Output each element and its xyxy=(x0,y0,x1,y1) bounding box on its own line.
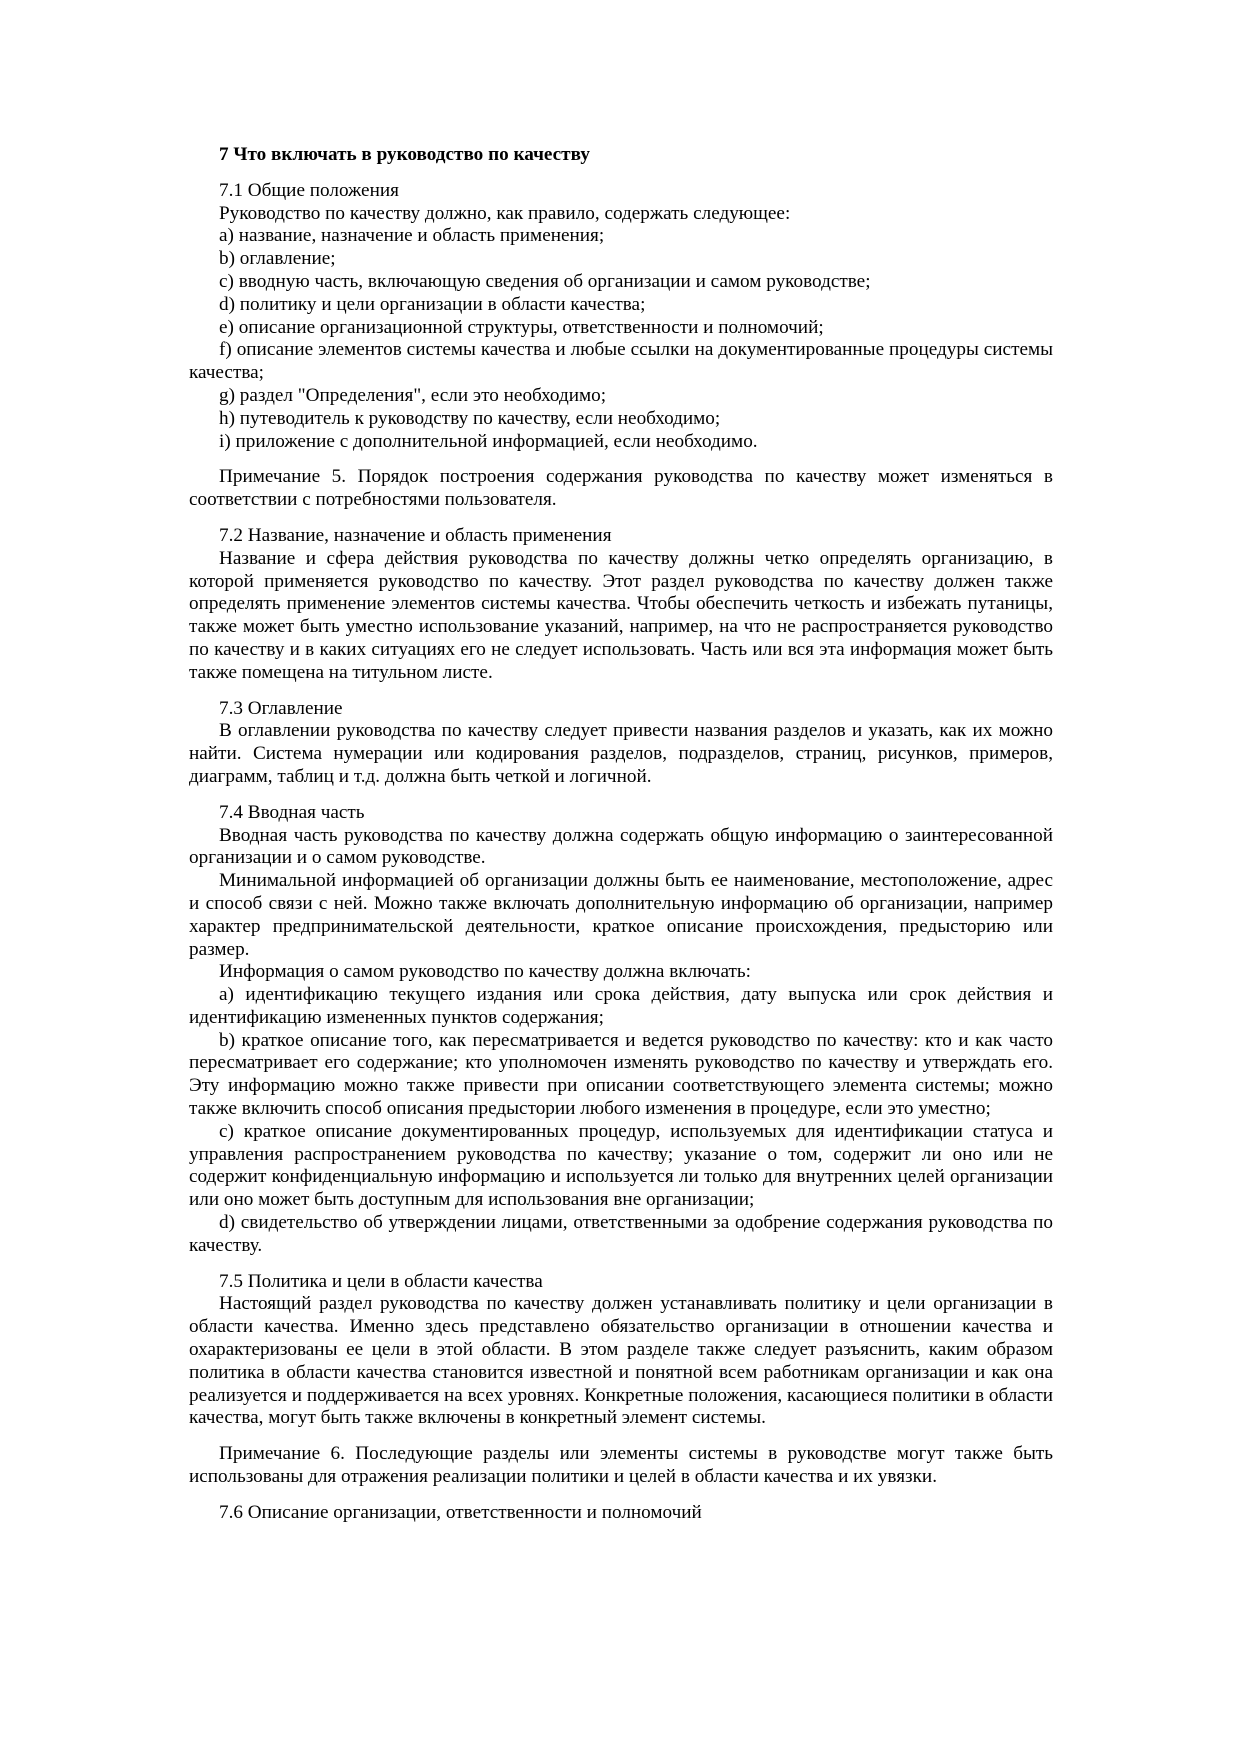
list-item: a) название, назначение и область применения; xyxy=(219,225,605,247)
list-item: i) приложение с дополнительной информацией, если необходимо. xyxy=(219,430,758,452)
list-item: b) оглавление; xyxy=(219,248,336,270)
list-item: h) путеводитель к руководству по качеству, если необходимо; xyxy=(219,407,721,429)
section-heading-7-5: 7.5 Политика и цели в области качества xyxy=(219,1270,543,1292)
list-item: a) идентификацию текущего издания или срока действия, дату выпуска или срок действия и идентификацию измененных пунктов содержания; xyxy=(189,984,1053,1028)
section-heading-7-4: 7.4 Вводная часть xyxy=(219,801,365,823)
paragraph: В оглавлении руководства по качеству следует привести названия разделов и указать, как их можно найти. Система нумерации или кодирования разделов, подразделов, страниц, рисунков, примеров, диаграмм, таблиц и т.д. должна быть четкой и логичной. xyxy=(189,720,1053,787)
list-item: c) вводную часть, включающую сведения об организации и самом руководстве; xyxy=(219,270,871,292)
paragraph: Настоящий раздел руководства по качеству должен устанавливать политику и цели организации в области качества. Именно здесь представлено обязательство организации в отношении качества и охарактеризованы ее цели в этой области. В этом разделе также следует разъяснить, каким образом политика в области качества становится известной и понятной всем работникам организации и как она реализуется и поддерживается на всех уровнях. Конкретные положения, касающиеся политики в области качества, могут быть также включены в конкретный элемент системы. xyxy=(189,1293,1053,1429)
section-heading-7-6: 7.6 Описание организации, ответственности и полномочий xyxy=(219,1501,702,1523)
list-item: d) свидетельство об утверждении лицами, ответственными за одобрение содержания руководства по качеству. xyxy=(189,1212,1053,1256)
list-item: b) краткое описание того, как пересматривается и ведется руководство по качеству: кто и как часто пересматривает его содержание; кто уполномочен изменять руководство по качеству и утверждать его. Эту информацию можно также привести при описании соответствующего элемента системы; можно также включить способ описания предыстории любого изменения в процедуре, если это уместно; xyxy=(189,1029,1053,1120)
paragraph: Минимальной информацией об организации должны быть ее наименование, местоположение, адрес и способ связи с ней. Можно также включать дополнительную информацию об организации, например характер предпринимательской деятельности, краткое описание происхождения, предысторию или размер. xyxy=(189,870,1053,960)
section-heading-7-3: 7.3 Оглавление xyxy=(219,697,343,719)
paragraph: Информация о самом руководство по качеству должна включать: xyxy=(219,961,751,983)
section-heading-7-1: 7.1 Общие положения xyxy=(219,179,399,201)
paragraph: Название и сфера действия руководства по качеству должны четко определять организацию, в которой применяется руководство по качеству. Этот раздел руководства по качеству должен также определять применение элементов системы качества. Чтобы обеспечить четкость и избежать путаницы, также может быть уместно использование указаний, например, на что не распространяется руководство по качеству и в каких ситуациях его не следует использовать. Часть или вся эта информация может быть также помещена на титульном листе. xyxy=(189,547,1053,683)
list-item: d) политику и цели организации в области качества; xyxy=(219,293,646,315)
list-item: c) краткое описание документированных процедур, используемых для идентификации статуса и управления распространением руководства по качеству; указание о том, содержит ли оно или не содержит конфиденциальную информацию и используется ли только для внутренних целей организации или оно может быть доступным для использования вне организации; xyxy=(189,1120,1053,1211)
list-item: f) описание элементов системы качества и любые ссылки на документированные процедуры системы качества; xyxy=(189,339,1053,384)
paragraph: Вводная часть руководства по качеству должна содержать общую информацию о заинтересованной организации и о самом руководстве. xyxy=(189,824,1053,869)
section-title: 7 Что включать в руководство по качеству xyxy=(219,144,590,165)
list-item: e) описание организационной структуры, ответственности и полномочий; xyxy=(219,316,824,338)
note-6: Примечание 6. Последующие разделы или элементы системы в руководстве могут также быть использованы для отражения реализации политики и целей в области качества и их увязки. xyxy=(189,1443,1053,1488)
paragraph: Руководство по качеству должно, как правило, содержать следующее: xyxy=(219,202,791,224)
list-item: g) раздел "Определения", если это необходимо; xyxy=(219,384,607,406)
note-5: Примечание 5. Порядок построения содержания руководства по качеству может изменяться в соответствии с потребностями пользователя. xyxy=(189,466,1053,511)
document-page xyxy=(189,144,1053,1525)
section-heading-7-2: 7.2 Название, назначение и область применения xyxy=(219,524,612,546)
